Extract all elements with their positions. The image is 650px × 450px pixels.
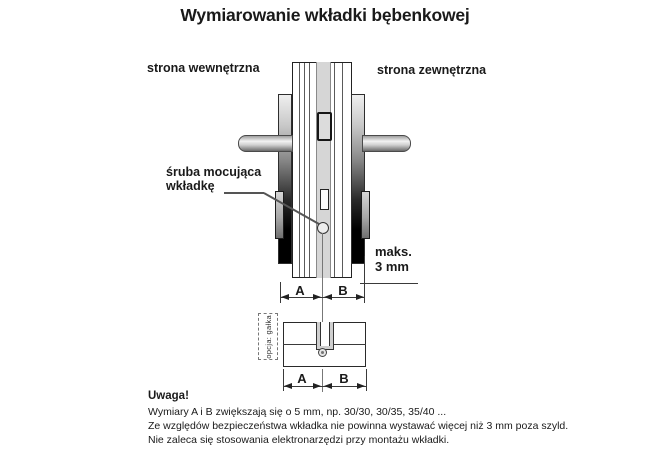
fixing-screw-label-line1: śruba mocująca: [166, 165, 262, 179]
door-layer-line: [299, 63, 300, 277]
knob-option-label: opcja: gałka: [263, 314, 273, 359]
extension-line-right: [364, 256, 365, 303]
dim-arrow-icon: [357, 383, 365, 389]
outer-side-label: strona zewnętrzna: [377, 63, 487, 77]
dim-a-label-upper: A: [295, 283, 305, 298]
max-protrusion-line1: maks.: [375, 244, 412, 259]
dim-b-label-upper: B: [338, 283, 348, 298]
spindle-rod-left: [238, 135, 293, 152]
door-layer-line: [334, 63, 335, 277]
center-line-lower: [322, 369, 323, 392]
max-protrusion-label: [375, 244, 412, 274]
note-line-1: Wymiary A i B zwiększają się o 5 mm, np. 30/30, 30/35, 35/40 ...: [148, 406, 447, 418]
cylinder-cam-notch-inner: [320, 322, 330, 346]
spindle-rod-right: [362, 135, 411, 152]
note-line-2: Ze względów bezpieczeństwa wkładka nie powinna wystawać więcej niż 3 mm poza szyld.: [148, 420, 569, 432]
dim-b-label-lower: B: [339, 371, 349, 386]
cylinder-slot: [320, 189, 329, 210]
dim-a-label-lower: A: [297, 371, 307, 386]
mounting-post-right: [361, 191, 370, 239]
door-layer-line: [342, 63, 343, 277]
door-layer-line: [309, 63, 310, 277]
dim-arrow-icon: [313, 383, 321, 389]
cylinder-screw-hole-dot: [321, 351, 324, 354]
cylinder-cam: [317, 112, 332, 141]
note-heading: Uwaga!: [148, 390, 189, 402]
fixing-screw-label: [166, 165, 261, 193]
door-layer-line: [304, 63, 305, 277]
dim-arrow-icon: [313, 294, 321, 300]
extension-line-right-lower: [366, 369, 367, 391]
dim-arrow-icon: [324, 383, 332, 389]
max-protrusion-line2: 3 mm: [375, 259, 409, 274]
fixing-screw-label-line2: wkładkę: [166, 179, 215, 193]
dim-arrow-icon: [324, 294, 332, 300]
dim-arrow-icon: [356, 294, 364, 300]
dim-arrow-icon: [281, 294, 289, 300]
dim-arrow-icon: [284, 383, 292, 389]
fixing-screw-head: [317, 222, 329, 234]
knob-option-box: [258, 313, 278, 360]
leader-line-horizontal: [224, 192, 264, 194]
cylinder-body-strip: [316, 62, 331, 278]
page-title: Wymiarowanie wkładki bębenkowej: [180, 5, 470, 25]
inner-side-label: strona wewnętrzna: [147, 61, 260, 75]
note-line-3: Nie zaleca się stosowania elektronarzędzi przy montażu wkładki.: [148, 434, 450, 446]
max-protrusion-leader: [360, 283, 418, 284]
